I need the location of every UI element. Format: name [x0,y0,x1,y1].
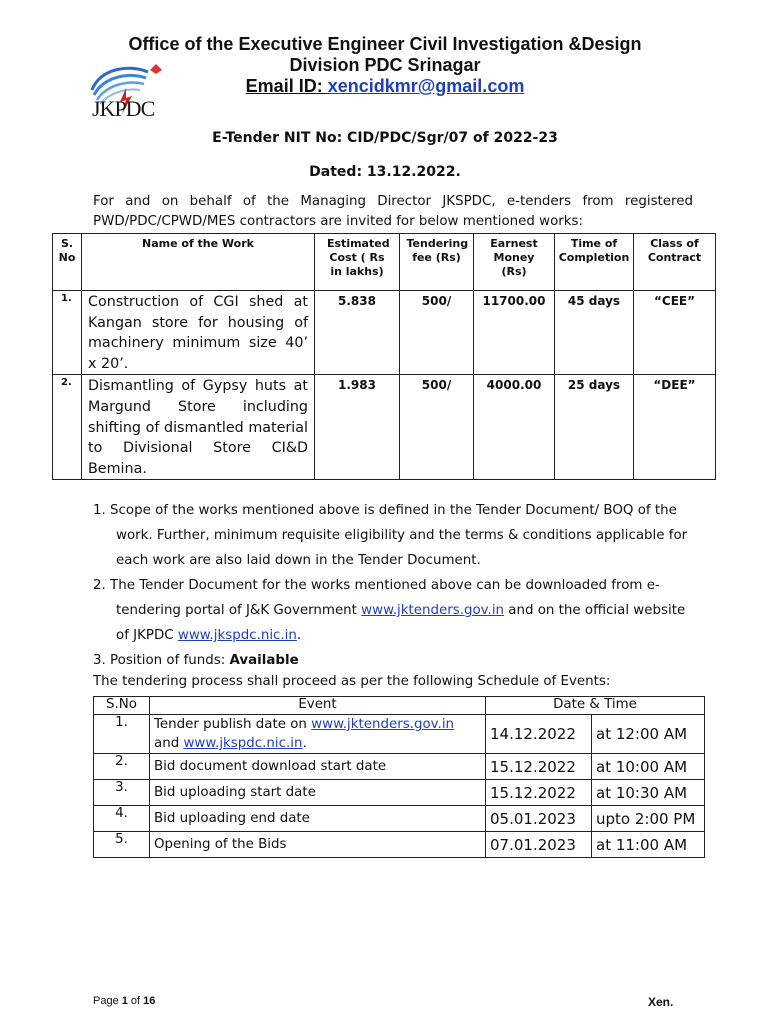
email-label: Email ID: [245,76,328,96]
work-cost: 5.838 [315,291,400,375]
logo-text: JKPDC [92,96,155,121]
event-date: 05.01.2023 [486,806,592,832]
work-emd: 11700.00 [474,291,555,375]
event-row-1 [94,715,705,754]
events-header-row [94,697,705,715]
work-row-1 [53,291,716,375]
header-contract-class: Class of Contract [634,234,716,291]
event-row-4 [94,806,705,832]
works-table [52,233,716,480]
note-funds: 3. Position of funds: Available [93,653,299,668]
event-sno: 3. [94,780,150,806]
work-time: 25 days [555,375,634,480]
event-sno: 5. [94,832,150,858]
event-name: Bid uploading end date [150,806,486,832]
notes-list [93,498,693,673]
event-sno: 1. [94,715,150,754]
header-time-completion: Time of Completion [555,234,634,291]
work-cost: 1.983 [315,375,400,480]
work-fee: 500/ [400,291,474,375]
event-row-3 [94,780,705,806]
work-name: Construction of CGI shed at Kangan store for housing of machinery minimum size 40’ x 20’. [82,291,315,375]
events-header-event: Event [150,697,486,715]
event-time: at 10:30 AM [592,780,705,806]
office-title: Office of the Executive Engineer Civil Investigation &Design [128,34,642,54]
tender-number: E-Tender NIT No: CID/PDC/Sgr/07 of 2022-23 [212,130,558,146]
header-sno: S. No [53,234,82,291]
header-tendering-fee: Tendering fee (Rs) [400,234,474,291]
works-header-row [53,234,716,291]
events-table [93,696,705,858]
event-time: at 12:00 AM [592,715,705,754]
intro-paragraph: For and on behalf of the Managing Director JKSPDC, e-tenders from registered PWD/PDC/CPWD/MES contractors are invited for below mentioned works: [93,194,693,229]
work-fee: 500/ [400,375,474,480]
work-emd: 4000.00 [474,375,555,480]
header-earnest-money: Earnest Money (Rs) [474,234,555,291]
event-time: at 11:00 AM [592,832,705,858]
event-date: 15.12.2022 [486,754,592,780]
event-sno: 4. [94,806,150,832]
work-sno: 1. [53,291,82,375]
event-date: 15.12.2022 [486,780,592,806]
event-sno: 2. [94,754,150,780]
work-time: 45 days [555,291,634,375]
work-name: Dismantling of Gypsy huts at Margund Store including shifting of dismantled material to Divisional Store CI&D Bemina. [82,375,315,480]
event-name: Tender publish date on www.jktenders.gov.in and www.jkspdc.nic.in. [150,715,486,754]
note-download: 2. The Tender Document for the works mentioned above can be downloaded from e-tendering portal of J&K Government www.jktenders.gov.in and on the official website of JKPDC www.jkspdc.nic.in. [93,578,686,643]
tender-date: Dated: 13.12.2022. [309,164,461,180]
division-title: Division PDC Srinagar [289,55,481,75]
note-scope: 1. Scope of the works mentioned above is defined in the Tender Document/ BOQ of the work. Further, minimum requisite eligibility and the terms & conditions applicable for each work are also laid down in the Tender Document. [93,503,688,568]
header-estimated-cost: Estimated Cost ( Rs in lakhs) [315,234,400,291]
work-class: “CEE” [634,291,716,375]
event-time: upto 2:00 PM [592,806,705,832]
jktenders-link[interactable]: www.jktenders.gov.in [361,603,505,618]
funds-status: Available [229,653,299,668]
event-time: at 10:00 AM [592,754,705,780]
event-date: 07.01.2023 [486,832,592,858]
jkspdc-link[interactable]: www.jkspdc.nic.in [177,628,297,643]
events-header-datetime: Date & Time [486,697,705,715]
page-number: Page 1 of 16 [93,995,156,1007]
header-work-name: Name of the Work [82,234,315,291]
event-name: Bid uploading start date [150,780,486,806]
event-jkspdc-link[interactable]: www.jkspdc.nic.in [183,736,303,751]
work-sno: 2. [53,375,82,480]
jkpdc-logo [86,62,170,124]
event-name: Opening of the Bids [150,832,486,858]
event-name: Bid document download start date [150,754,486,780]
work-row-2 [53,375,716,480]
work-class: “DEE” [634,375,716,480]
schedule-intro: The tendering process shall proceed as per the following Schedule of Events: [93,674,611,689]
signature: Xen. [648,995,674,1009]
event-jktenders-link[interactable]: www.jktenders.gov.in [311,717,455,732]
event-row-5 [94,832,705,858]
event-row-2 [94,754,705,780]
email-link[interactable]: xencidkmr@gmail.com [327,76,525,96]
events-header-sno: S.No [94,697,150,715]
event-date: 14.12.2022 [486,715,592,754]
